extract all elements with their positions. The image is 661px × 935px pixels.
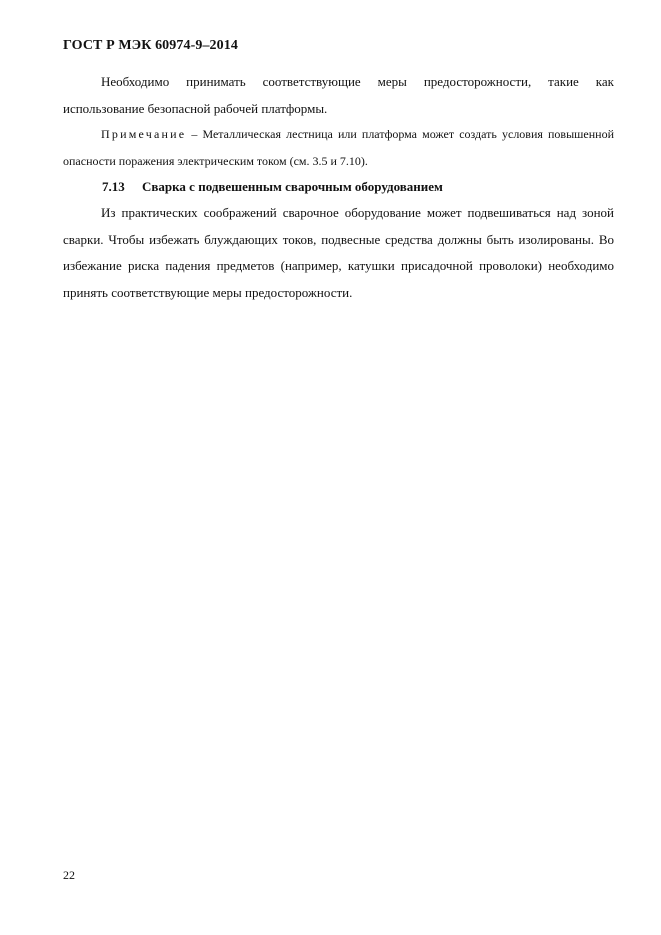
note-label: Примечание <box>101 127 187 141</box>
note-text: – Металлическая лестница или платформа может создать условия повышенной опасности поражения электрическим током (см. 3.5 и 7.10). <box>63 127 614 168</box>
section-heading <box>102 174 443 200</box>
document-header: ГОСТ Р МЭК 60974-9–2014 <box>63 38 238 53</box>
section-number: 7.13 <box>102 179 125 194</box>
note-paragraph <box>63 121 614 174</box>
paragraph-precautions: Необходимо принимать соответствующие меры предосторожности, такие как использование безопасной рабочей платформы. <box>63 74 614 116</box>
paragraph-suspended-equipment: Из практических соображений сварочное оборудование может подвешиваться над зоной сварки. Чтобы избежать блуждающих токов, подвесные средства должны быть изолированы. Во избежание риска падения предметов (например, катушки присадочной проволоки) необходимо принять соответствующие меры предосторожности. <box>63 205 614 300</box>
page-number: 22 <box>63 868 75 882</box>
section-title: Сварка с подвешенным сварочным оборудованием <box>142 179 443 194</box>
